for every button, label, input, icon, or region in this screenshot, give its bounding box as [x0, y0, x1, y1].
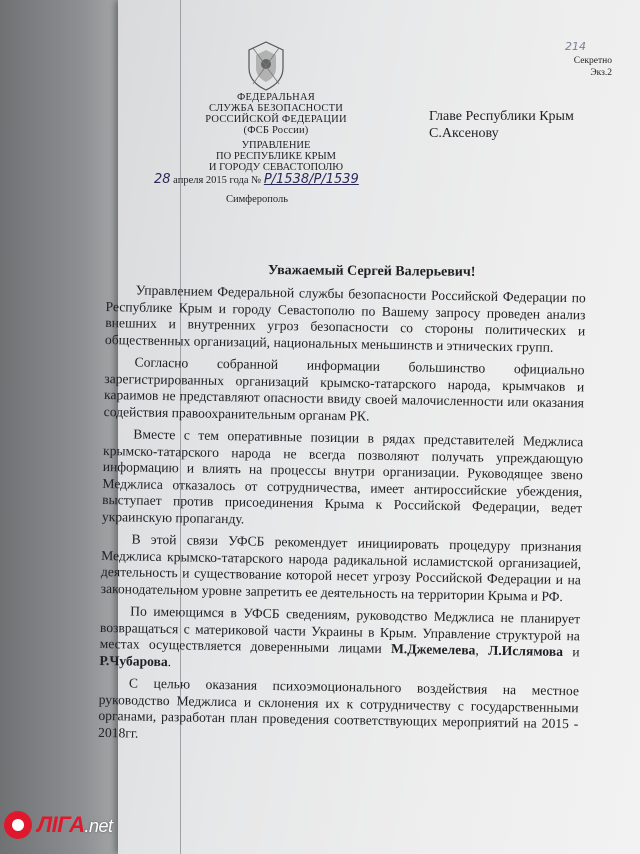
logo-suffix: .net	[84, 816, 113, 836]
conjunction: и	[562, 644, 580, 660]
copy-number: Экз.2	[590, 68, 612, 78]
dept-line: УПРАВЛЕНИЕ	[241, 140, 311, 151]
dept-line: И ГОРОДУ СЕВАСТОПОЛЮ	[208, 162, 344, 173]
logo-brand: ЛIГА	[37, 812, 85, 837]
classification-stamp	[536, 55, 612, 79]
addressee-name: С.Аксенову	[429, 126, 499, 141]
letter-body	[98, 282, 586, 755]
agency-name	[196, 92, 356, 136]
paragraph-analysis: Управлением Федеральной службы безопасности Российской Федерации по Республике Крым и городу Севастополю по Вашему запросу проведен анализ внешних и внутренних угроз безопасности со стороны политических и общественных организаций, национальных меньшинств и этнических групп.	[104, 282, 586, 355]
handwritten-doc-number: Р/1538/Р/1539	[263, 172, 359, 187]
salutation: Уважаемый Сергей Валерьевич!	[267, 263, 476, 280]
separator: ,	[475, 642, 489, 658]
addressee	[429, 108, 574, 142]
fsb-emblem-icon	[243, 40, 289, 92]
paragraph-mejlis-positions: Вместе с тем оперативные позиции в рядах представителей Меджлиса крымско-татарского народа не всегда позволяют получать упреждающую информацию и влиять на процессы внутри организации. Руководящее звено Меджлиса отказалось от сотрудничества, имеет антироссийские убеждения, выступает против присоединения Крыма к Российской Федерации, ведет украинскую пропаганду.	[101, 426, 584, 526]
person-name: Р.Чубарова	[99, 652, 168, 669]
paragraph-organizations: Согласно собранной информации большинство официально зарегистрированных организаций крымско-татарского народа, крымчаков и караимов не представляют опасности ввиду своей малочисленности или оказания содействия правоохранительным органам РК.	[103, 354, 585, 424]
paragraph-leadership	[99, 603, 580, 677]
classification-label: Секретно	[573, 56, 612, 66]
leadership-text: По имеющимся в УФСБ сведениям, руководство Меджлиса не планирует возвращаться с материковой части Украины в Крым. Управление структурой на местах осуществляется доверенными лицами	[99, 603, 581, 657]
dept-line: ПО РЕСПУБЛИКЕ КРЫМ	[216, 151, 336, 162]
liga-logo-text	[37, 812, 113, 838]
handwritten-day: 28	[154, 172, 171, 187]
document-date-number	[154, 172, 359, 187]
city: Симферополь	[226, 194, 288, 205]
period: .	[167, 653, 172, 669]
date-text: апреля 2015 года №	[173, 175, 262, 186]
handwritten-registry-number: 214	[565, 40, 586, 53]
agency-line: (ФСБ России)	[243, 125, 309, 136]
agency-line: ФЕДЕРАЛЬНАЯ	[237, 92, 315, 103]
person-name: М.Джемелева	[390, 641, 476, 658]
department-name	[196, 140, 356, 173]
paragraph-plan: С целью оказания психоэмоционального воздействия на местное руководство Меджлиса и склонения их к сотрудничеству с государственными органами, разработан план проведения соответствующих мероприятий на 2015 - 2018гг.	[98, 675, 580, 741]
agency-line: РОССИЙСКОЙ ФЕДЕРАЦИИ	[205, 114, 347, 125]
person-name: Л.Ислямова	[488, 642, 564, 660]
agency-line: СЛУЖБА БЕЗОПАСНОСТИ	[209, 103, 343, 114]
paragraph-recommendation: В этой связи УФСБ рекомендует инициировать процедуру признания Меджлиса крымско-татарского народа радикальной исламистской организацией, деятельность и существование которой несет угрозу Российской Федерации и на законодательном уровне запретить ее деятельность на территории Крыма и РФ.	[100, 531, 582, 604]
addressee-title: Главе Республики Крым	[429, 109, 574, 124]
liga-logo-icon	[4, 811, 32, 839]
liga-net-watermark	[4, 808, 113, 842]
